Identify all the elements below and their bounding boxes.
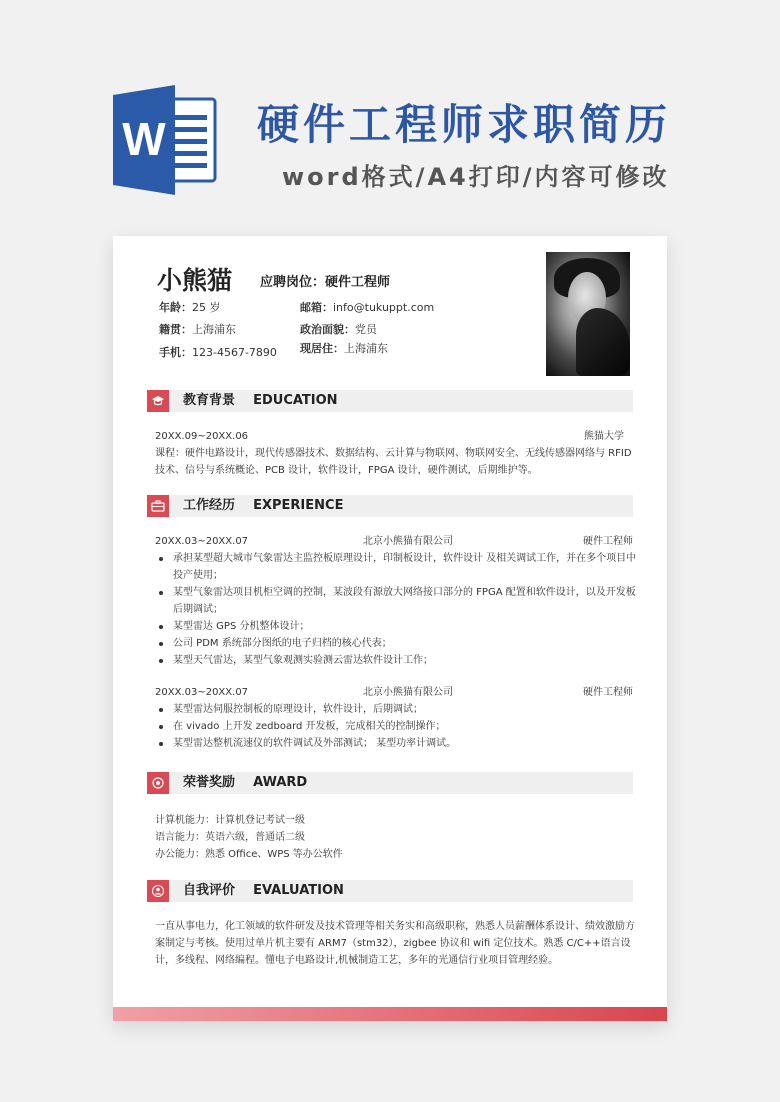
education-period: 20XX.09~20XX.06 [155,431,249,442]
banner-subtitle: word格式/A4打印/内容可修改 [282,163,670,191]
politics-label: 政治面貌： [300,323,355,336]
section-award-header [147,772,633,794]
word-logo-icon [113,85,217,195]
age-row [159,300,221,316]
email-label: 邮箱： [300,301,333,314]
section-award-title: 荣誉奖励 AWARD [183,775,308,790]
section-experience-title: 工作经历 EXPERIENCE [183,498,344,513]
award-line: 语言能力：英语六级，普通话二级 [155,832,305,843]
education-school: 熊猫大学 [584,431,624,442]
job-1-company: 北京小熊猫有限公司 [363,536,453,547]
email-row [300,300,434,316]
hometown-row [159,322,236,338]
residence-value: 上海浦东 [344,342,388,355]
job-2-company: 北京小熊猫有限公司 [363,687,453,698]
list-item: 某型雷达伺服控制板的原理设计，软件设计，后期调试； [157,701,637,718]
politics-value: 党员 [355,323,377,336]
list-item: 某型雷达 GPS 分机整体设计； [157,618,637,635]
section-evaluation-title: 自我评价 EVALUATION [183,883,344,898]
banner-title: 硬件工程师求职简历 [257,100,672,149]
age-value: 25 岁 [192,301,221,314]
job-2-duties [157,701,637,752]
education-courses: 课程：硬件电路设计，现代传感器技术、数据结构、云计算与物联网、物联网安全、无线传感器网络与 RFID 技术、信号与系统概论、PCB 设计，软件设计，FPGA 设计，硬件测试，后期维护等。 [155,448,632,476]
politics-row [300,322,377,338]
graduation-cap-icon [147,390,169,412]
hometown-label: 籍贯： [159,323,192,336]
job-2-period: 20XX.03~20XX.07 [155,687,249,698]
list-item: 某型雷达整机流速仪的软件调试及外部测试； 某型功率计调试。 [157,735,637,752]
job-1-period: 20XX.03~20XX.07 [155,536,249,547]
list-item: 某型天气雷达，某型气象观测实验测云雷达软件设计工作； [157,652,637,669]
evaluation-text: 一直从事电力，化工领域的软件研发及技术管理等相关务实和高级职称，熟悉人员薪酬体系设计、绩效激励方案制定与考核。使用过单片机主要有 ARM7（stm32），zigbee 协议和 wifi 定位技术。熟悉 C/C++语言设计，多线程、网络编程。懂电子电路设计,机械制造工艺，多年的光通信行业项目管理经验。 [155,921,635,966]
award-line: 计算机能力：计算机登记考试一级 [155,815,305,826]
word-logo-letter: W [122,113,166,165]
hometown-value: 上海浦东 [192,323,236,336]
list-item: 某型气象雷达项目机柜空调的控制，某波段有源放大网络接口部分的 FPGA 配置和软件设计，以及开发板后期调试； [157,584,637,618]
list-item: 在 vivado 上开发 zedboard 开发板，完成相关的控制操作； [157,718,637,735]
job-1-duties [157,550,637,669]
briefcase-icon [147,495,169,517]
user-icon [147,880,169,902]
phone-value: 123-4567-7890 [192,346,277,359]
position-applied: 应聘岗位：硬件工程师 [260,275,391,290]
page-bottom-bar [113,1007,667,1021]
section-education-header [147,390,633,412]
residence-row [300,341,388,357]
profile-photo [546,252,630,376]
phone-label: 手机： [159,346,192,359]
residence-label: 现居住： [300,342,344,355]
list-item: 承担某型超大城市气象雷达主监控板原理设计，印制板设计，软件设计 及相关调试工作，并在多个项目中投产使用； [157,550,637,584]
resume-page [113,236,667,1021]
section-education-title: 教育背景 EDUCATION [183,393,338,408]
age-label: 年龄： [159,301,192,314]
candidate-name: 小熊猫 [157,266,233,295]
job-2-role: 硬件工程师 [583,687,633,698]
email-value: info@tukuppt.com [333,301,435,314]
job-1-role: 硬件工程师 [583,536,633,547]
medal-icon [147,772,169,794]
award-line: 办公能力：熟悉 Office、WPS 等办公软件 [155,849,343,860]
section-experience-header [147,495,633,517]
phone-row [159,345,277,361]
list-item: 公司 PDM 系统部分图纸的电子归档的核心代表； [157,635,637,652]
section-evaluation-header [147,880,633,902]
